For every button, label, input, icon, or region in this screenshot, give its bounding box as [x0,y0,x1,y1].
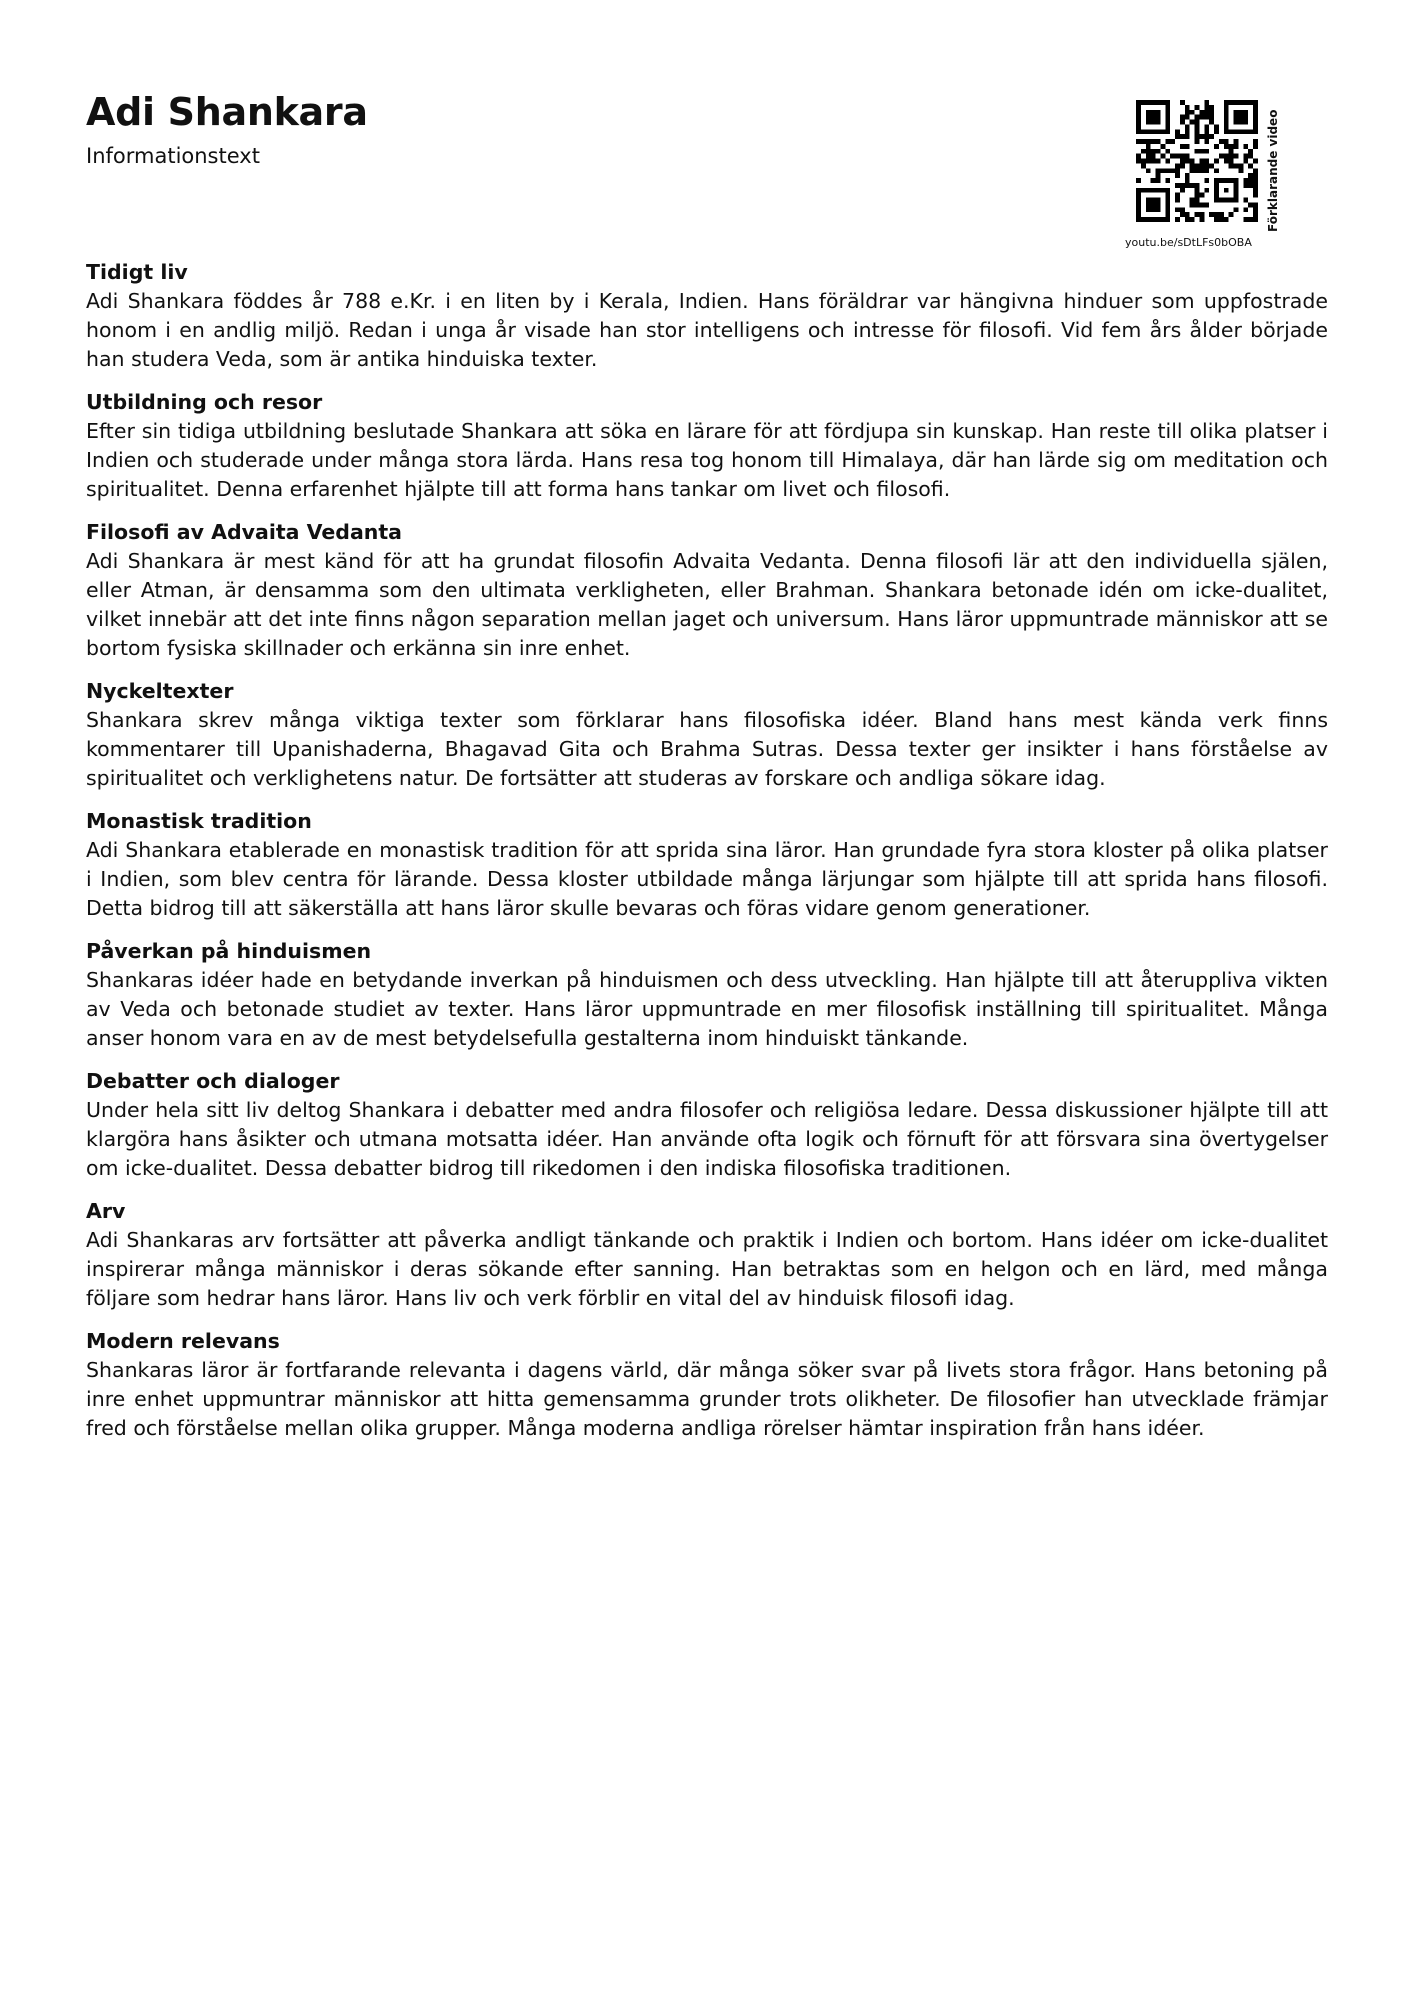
section-paverkan [86,937,1328,1053]
section-debatter [86,1067,1328,1183]
section-body: Shankaras läror är fortfarande relevanta i dagens värld, där många söker svar på livets stora frågor. Hans betoning på inre enhet uppmuntrar människor att hitta gemensamma grunder trots olikheter. De filosofier han utvecklade främjar fred och förståelse mellan olika grupper. Många moderna andliga rörelser hämtar inspiration från hans idéer. [86,1358,1328,1440]
section-nyckeltexter [86,677,1328,793]
section-monastisk-tradition [86,807,1328,923]
section-body: Shankara skrev många viktiga texter som förklarar hans filosofiska idéer. Bland hans mest kända verk finns kommentarer till Upanishaderna, Bhagavad Gita och Brahma Sutras. Dessa texter ger insikter i hans förståelse av spiritualitet och verklighetens natur. De fortsätter att studeras av forskare och andliga sökare idag. [86,708,1328,790]
section-heading: Påverkan på hinduismen [86,939,372,963]
qr-side-label: Förklarande video [1266,109,1280,232]
section-heading: Nyckeltexter [86,679,234,703]
qr-url[interactable]: youtu.be/sDtLFs0bOBA [1125,236,1252,249]
section-body: Adi Shankara etablerade en monastisk tradition för att sprida sina läror. Han grundade fyra stora kloster på olika platser i Indien, som blev centra för lärande. Dessa kloster utbildade många lärjungar som hjälpte till att sprida hans filosofi. Detta bidrog till att säkerställa att hans läror skulle bevaras och föras vidare genom generationer. [86,838,1328,920]
section-heading: Arv [86,1199,126,1223]
section-utbildning-och-resor [86,388,1328,504]
section-heading: Filosofi av Advaita Vedanta [86,520,403,544]
section-filosofi [86,518,1328,663]
section-body: Adi Shankara är mest känd för att ha grundat filosofin Advaita Vedanta. Denna filosofi lär att den individuella själen, eller Atman, är densamma som den ultimata verkligheten, eller Brahman. Shankara betonade idén om icke-dualitet, vilket innebär att det inte finns någon separation mellan jaget och universum. Hans läror uppmuntrade människor att se bortom fysiska skillnader och erkänna sin inre enhet. [86,549,1328,660]
section-heading: Monastisk tradition [86,809,312,833]
section-tidigt-liv [86,258,1328,374]
section-heading: Debatter och dialoger [86,1069,340,1093]
page-title: Adi Shankara [86,90,368,134]
qr-code-icon[interactable] [1136,100,1258,222]
section-heading: Utbildning och resor [86,390,323,414]
section-body: Shankaras idéer hade en betydande inverkan på hinduismen och dess utveckling. Han hjälpte till att återuppliva vikten av Veda och betonade studiet av texter. Hans läror uppmuntrade en mer filosofisk inställning till spiritualitet. Många anser honom vara en av de mest betydelsefulla gestalterna inom hinduiskt tänkande. [86,968,1328,1050]
document-body [86,258,1328,1457]
page-subtitle: Informationstext [86,144,260,168]
section-body: Adi Shankara föddes år 788 e.Kr. i en liten by i Kerala, Indien. Hans föräldrar var hängivna hinduer som uppfostrade honom i en andlig miljö. Redan i unga år visade han stor intelligens och intresse för filosofi. Vid fem års ålder började han studera Veda, som är antika hinduiska texter. [86,289,1328,371]
section-arv [86,1197,1328,1313]
section-modern-relevans [86,1327,1328,1443]
section-body: Efter sin tidiga utbildning beslutade Shankara att söka en lärare för att fördjupa sin kunskap. Han reste till olika platser i Indien och studerade under många stora lärda. Hans resa tog honom till Himalaya, där han lärde sig om meditation och spiritualitet. Denna erfarenhet hjälpte till att forma hans tankar om livet och filosofi. [86,419,1328,501]
section-body: Under hela sitt liv deltog Shankara i debatter med andra filosofer och religiösa ledare. Dessa diskussioner hjälpte till att klargöra hans åsikter och utmana motsatta idéer. Han använde ofta logik och förnuft för att försvara sina övertygelser om icke-dualitet. Dessa debatter bidrog till rikedomen i den indiska filosofiska traditionen. [86,1098,1328,1180]
section-body: Adi Shankaras arv fortsätter att påverka andligt tänkande och praktik i Indien och bortom. Hans idéer om icke-dualitet inspirerar många människor i deras sökande efter sanning. Han betraktas som en helgon och en lärd, med många följare som hedrar hans läror. Hans liv och verk förblir en vital del av hinduisk filosofi idag. [86,1228,1328,1310]
section-heading: Modern relevans [86,1329,280,1353]
section-heading: Tidigt liv [86,260,188,284]
